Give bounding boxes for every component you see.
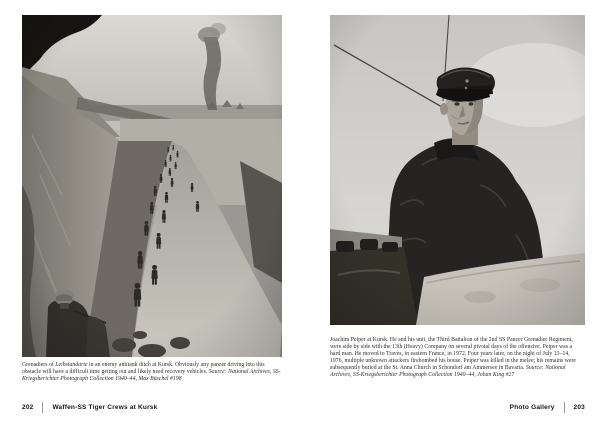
footer-divider — [564, 402, 565, 413]
caption-body: Joachim Peiper at Kursk. He and his unit, the Third Battalion of the 2nd SS Panzer Grenadier Regiment, were side by side with the 13th (Heavy) Company on several pivotal days of the offensive. Peiper was a hard man. He moved to Traves, in eastern France, in 1972. Four years later, on the night of July 13–14, 1976, multiple unknown attackers firebombed his house. Peiper was killed in the melee; his remains were subsequently buried at the St. Anna Church in Schondorf am Ammersee in Bavaria. — [330, 336, 577, 371]
caption-body: in an enemy antitank ditch at Kursk. Obviously any panzer driving into this obstacle will have a difficult time getting out and likely need recovery vehicles. — [22, 361, 265, 375]
left-running-title: Waffen-SS Tiger Crews at Kursk — [52, 403, 158, 411]
caption-lead: Grenadiers of — [22, 361, 56, 368]
left-page-footer — [22, 400, 157, 414]
left-photo-caption-text — [22, 361, 284, 382]
right-photo-caption-text — [330, 336, 582, 378]
right-page-number: 203 — [573, 403, 585, 411]
right-running-title: Photo Gallery — [509, 403, 555, 411]
caption-source: Source: National Archives, SS-Kriegsberichter Photograph Collection 1940–44, Johan King #27 — [330, 364, 566, 378]
caption-unit-name: Leibstandarte — [55, 361, 88, 368]
footer-divider — [42, 402, 43, 413]
right-photo-caption — [330, 336, 582, 386]
vignette — [330, 15, 585, 325]
vignette — [22, 15, 282, 357]
antitank-ditch-illustration — [22, 15, 282, 357]
left-page-photo-antitank-ditch — [22, 15, 282, 357]
right-page-photo-peiper-portrait — [330, 15, 585, 325]
left-page-number: 202 — [22, 403, 34, 411]
left-photo-caption — [22, 361, 284, 391]
peiper-portrait-illustration — [330, 15, 585, 325]
caption-source: Source: National Archives, SS-Kriegsberichter Photograph Collection 1940–44, Max Büschel #198 — [22, 368, 281, 382]
right-page-footer — [510, 400, 585, 414]
